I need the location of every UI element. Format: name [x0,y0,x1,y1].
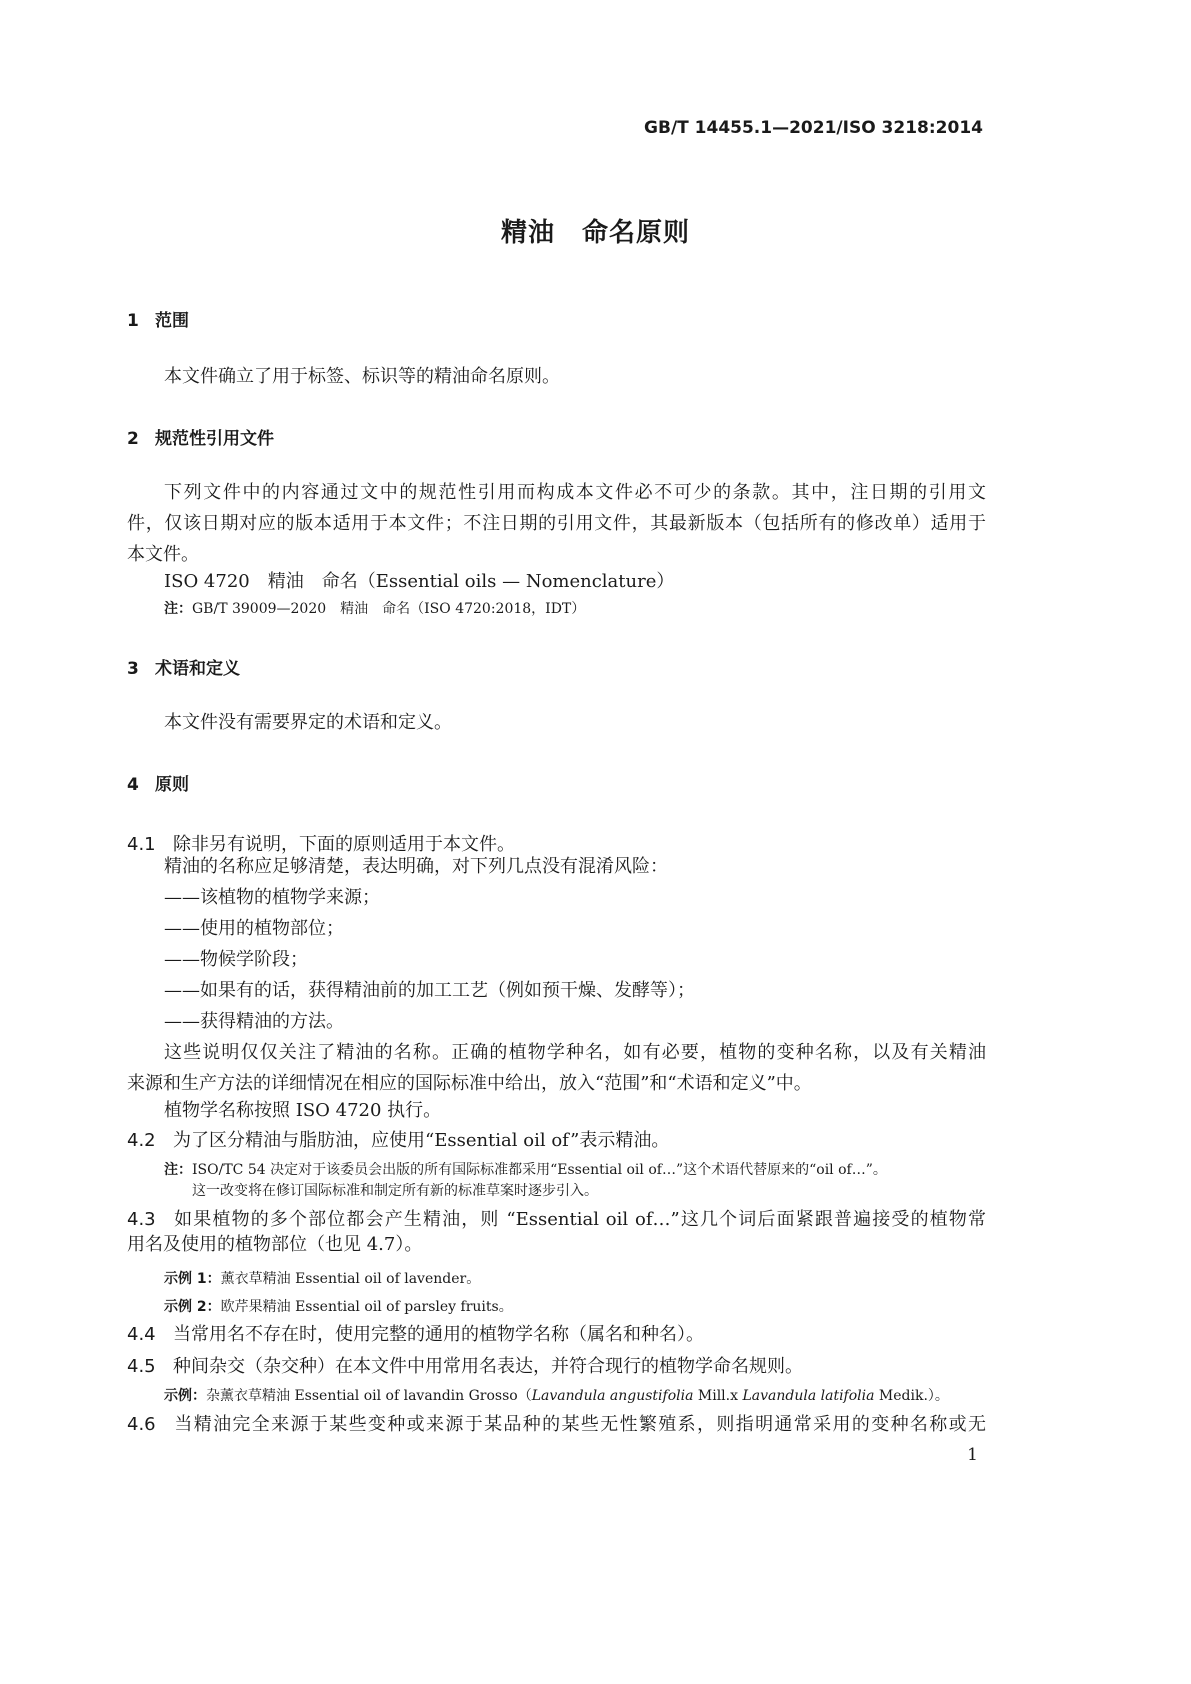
clause-number: 4.4 [127,1324,156,1345]
clause-number: 4.2 [127,1130,156,1151]
example [164,1268,480,1288]
section-title: 范围 [155,311,189,331]
section-3-text: 本文件没有需要界定的术语和定义。 [164,712,452,733]
paragraph-line: 植物学名称按照 ISO 4720 执行。 [164,1100,442,1121]
list-item: ——该植物的植物学来源； [164,887,380,908]
clause-4-2 [127,1126,669,1152]
section-1-heading [127,306,189,331]
section-number: 3 [127,659,139,679]
section-1-text: 本文件确立了用于标签、标识等的精油命名原则。 [164,366,560,387]
clause-number: 4.1 [127,834,156,855]
section-4-heading [127,770,189,795]
example [164,1296,513,1316]
paragraph-line: 件，仅该日期对应的版本适用于本文件；不注日期的引用文件，其最新版本（包括所有的修改单）适用于 [127,513,986,534]
species-name: Lavandula angustifolia [531,1388,694,1404]
note-text: ISO/TC 54 决定对于该委员会出版的所有国际标准都采用“Essential oil of…”这个术语代替原来的“oil of…”。 [192,1162,887,1178]
example-label: 示例 2： [164,1299,221,1315]
clause-text: 种间杂交（杂交种）在本文件中用常用名表达，并符合现行的植物学命名规则。 [173,1356,803,1377]
clause-text: 当精油完全来源于某些变种或来源于某品种的某些无性繁殖系，则指明通常采用的变种名称或无 [173,1414,986,1435]
section-title: 规范性引用文件 [155,429,274,449]
note-continuation: 这一改变将在修订国际标准和制定所有新的标准草案时逐步引入。 [192,1183,598,1199]
page-number: 1 [967,1445,978,1465]
clause-4-6 [127,1410,986,1436]
clause-text: 除非另有说明，下面的原则适用于本文件。 [173,834,515,855]
note-label: 注： [164,601,192,617]
example [164,1385,949,1405]
example-text: Medik.）。 [874,1388,949,1404]
page-title: 精油 命名原则 [500,218,690,248]
note-label: 注： [164,1162,192,1178]
standard-number: GB/T 14455.1—2021/ISO 3218:2014 [644,118,983,138]
list-item: ——物候学阶段； [164,949,308,970]
clause-text: 如果植物的多个部位都会产生精油，则 “Essential oil of…”这几个词后面紧跟普遍接受的植物常 [173,1209,986,1230]
list-item: ——获得精油的方法。 [164,1011,344,1032]
paragraph-line: 下列文件中的内容通过文中的规范性引用而构成本文件必不可少的条款。其中，注日期的引用文 [164,482,986,503]
section-number: 1 [127,311,139,331]
clause-text: 当常用名不存在时，使用完整的通用的植物学名称（属名和种名）。 [173,1324,704,1345]
section-title: 术语和定义 [155,659,240,679]
clause-text: 为了区分精油与脂肪油，应使用“Essential oil of”表示精油。 [173,1130,670,1151]
section-title: 原则 [155,775,189,795]
list-item: ——使用的植物部位； [164,918,344,939]
clause-intro: 精油的名称应足够清楚，表达明确，对下列几点没有混淆风险： [164,856,668,877]
list-item: ——如果有的话，获得精油前的加工工艺（例如预干燥、发酵等）； [164,980,695,1001]
example-text: 薰衣草精油 Essential oil of lavender。 [220,1271,481,1287]
example-text: 欧芹果精油 Essential oil of parsley fruits。 [220,1299,513,1315]
section-2-heading [127,424,274,449]
clause-4-4 [127,1320,704,1346]
note [164,1159,887,1179]
section-number: 2 [127,429,139,449]
section-3-heading [127,654,240,679]
clause-number: 4.3 [127,1209,156,1230]
normative-reference: ISO 4720 精油 命名（Essential oils — Nomenclature） [164,571,675,592]
clause-number: 4.5 [127,1356,156,1377]
species-name: Lavandula latifolia [742,1388,875,1404]
note [164,598,585,618]
example-text: Mill.x [693,1388,743,1404]
paragraph-line: 本文件。 [127,544,199,565]
paragraph-line: 这些说明仅仅关注了精油的名称。正确的植物学种名，如有必要，植物的变种名称，以及有关精油 [164,1042,986,1063]
paragraph-line: 用名及使用的植物部位（也见 4.7）。 [127,1234,423,1255]
clause-number: 4.6 [127,1414,156,1435]
section-number: 4 [127,775,139,795]
note-text: GB/T 39009—2020 精油 命名（ISO 4720:2018，IDT） [192,601,586,617]
example-label: 示例： [164,1388,206,1404]
example-label: 示例 1： [164,1271,221,1287]
clause-4-5 [127,1352,803,1378]
example-text: 杂薰衣草精油 Essential oil of lavandin Grosso（ [206,1388,532,1404]
paragraph-line: 来源和生产方法的详细情况在相应的国际标准中给出，放入“范围”和“术语和定义”中。 [127,1073,812,1094]
